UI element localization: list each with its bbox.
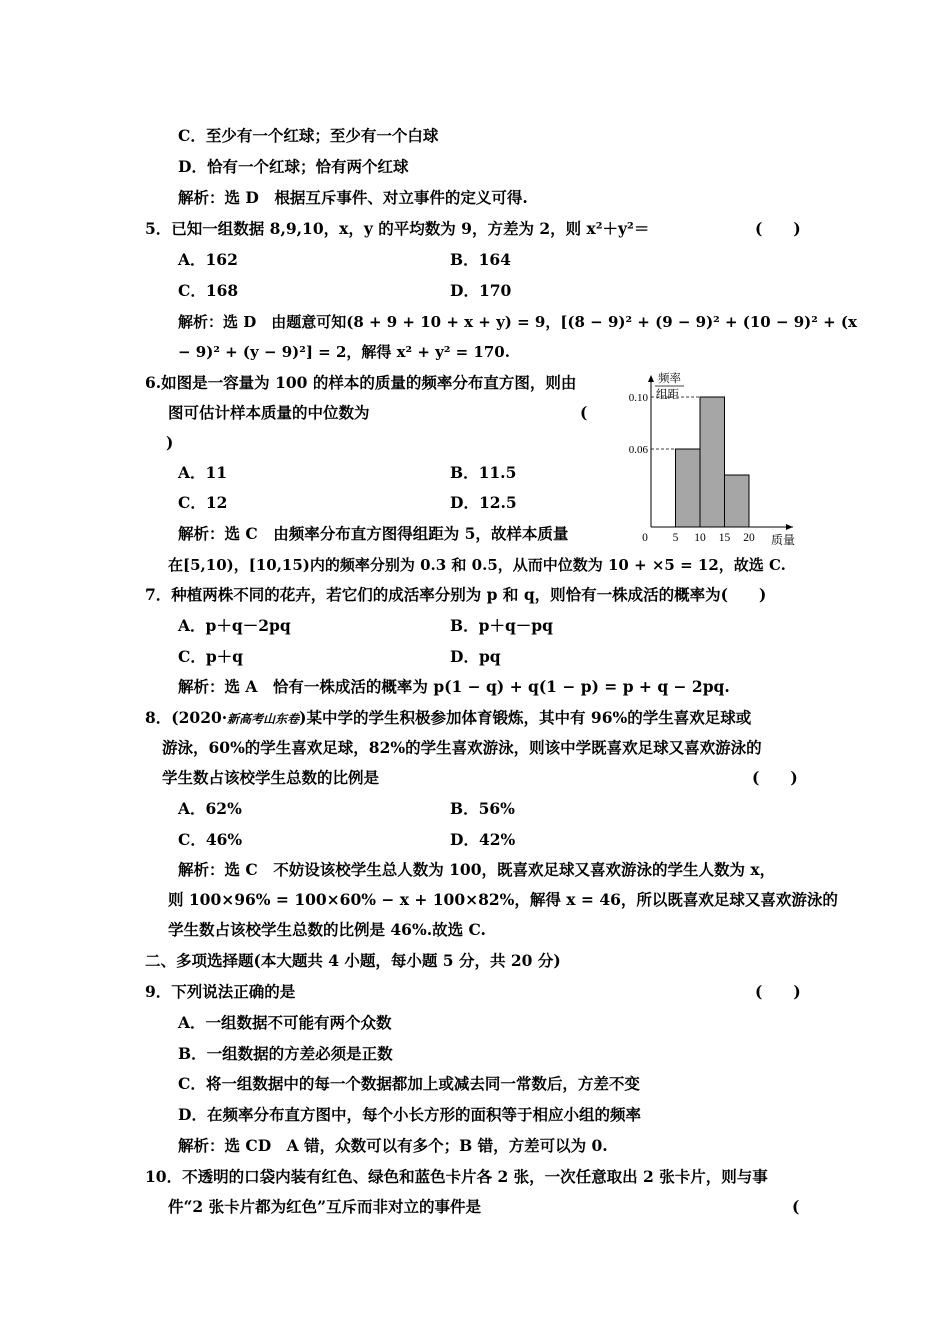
y-tick-label: 0.10 <box>628 392 648 404</box>
y-axis-label-top: 频率 <box>658 373 681 385</box>
q5-option-c: C．168 <box>178 281 239 300</box>
q8-solution-line2: 则 100×96% = 100×60% − x + 100×82%，解得 x = 46，所以既喜欢足球又喜欢游泳的 <box>168 890 838 909</box>
x-tick-label: 20 <box>743 532 755 544</box>
q9-solution: 解析：选 CD A 错，众数可以有多个；B 错，方差可以为 0. <box>178 1136 608 1155</box>
q5-option-d: D．170 <box>450 281 512 300</box>
histogram-bar <box>725 475 750 527</box>
histogram-bar <box>676 449 701 527</box>
q8-prefix: 8．(2020· <box>145 708 228 727</box>
x-tick-label: 5 <box>672 532 679 544</box>
q6-option-b: B．11.5 <box>450 463 517 482</box>
q9-option-b: B．一组数据的方差必须是正数 <box>178 1044 393 1063</box>
q8-solution-line1: 解析：选 C 不妨设该校学生总人数为 100，既喜欢足球又喜欢游泳的学生人数为 x， <box>178 860 776 879</box>
q6-solution-line1: 解析：选 C 由频率分布直方图得组距为 5，故样本质量 <box>178 524 569 543</box>
q6-stem-line1: 6.如图是一容量为 100 的样本的质量的频率分布直方图，则由 <box>145 373 577 392</box>
q7-option-c: C．p＋q <box>178 647 244 666</box>
q6-option-d: D．12.5 <box>450 493 517 512</box>
q8-stem-line3: 学生数占该校学生总数的比例是 <box>162 768 380 787</box>
q7-option-b: B．p＋q－pq <box>450 616 553 635</box>
q6-stem-line2: 图可估计样本质量的中位数为 <box>168 403 370 422</box>
x-tick-label: 15 <box>718 532 731 544</box>
q4-option-d: D．恰有一个红球；恰有两个红球 <box>178 157 409 176</box>
q9-option-d: D．在频率分布直方图中，每个小长方形的面积等于相应小组的频率 <box>178 1105 641 1124</box>
q8-option-c: C．46% <box>178 830 243 849</box>
q8-answer-paren: ( ) <box>752 768 798 787</box>
x-axis-arrow <box>786 524 793 530</box>
q6-paren-open: ( <box>580 403 588 422</box>
y-tick-label: 0.06 <box>628 444 648 456</box>
y-axis-label-bottom: 组距 <box>656 389 679 401</box>
q4-solution-label: 解析： <box>178 188 225 207</box>
q9-option-a: A．一组数据不可能有两个众数 <box>178 1013 392 1032</box>
q8-suffix: )某中学的学生积极参加体育锻炼，其中有 96%的学生喜欢足球或 <box>299 708 752 727</box>
q7-option-d: D．pq <box>450 647 501 666</box>
q8-option-b: B．56% <box>450 799 515 818</box>
q5-solution-line1: 解析：选 D 由题意可知(8 + 9 + 10 + x + y) = 9，[(8 − 9)² + (9 − 9)² + (10 − 9)² + (x <box>178 313 857 331</box>
q6-option-a: A．11 <box>178 463 228 482</box>
x-axis-label: 质量 <box>771 533 796 547</box>
q10-stem-line2: 件“2 张卡片都为红色”互斥而非对立的事件是 <box>168 1197 482 1216</box>
q5-answer-paren: ( ) <box>755 219 801 238</box>
q7-option-a: A．p＋q－2pq <box>178 616 291 635</box>
x-tick-label: 10 <box>694 532 706 544</box>
q4-option-c: C．至少有一个红球；至少有一个白球 <box>178 126 439 145</box>
q5-option-b: B．164 <box>450 250 511 269</box>
y-axis-arrow <box>648 375 654 382</box>
q8-option-a: A．62% <box>178 799 242 818</box>
frequency-histogram <box>615 365 800 547</box>
q10-paren-open: ( <box>792 1197 800 1216</box>
q6-paren-close: ) <box>166 433 174 452</box>
q8-option-d: D．42% <box>450 830 516 849</box>
q8-source-tag: 新高考山东卷 <box>227 712 300 726</box>
q5-solution-line2: − 9)² + (y − 9)²] = 2，解得 x² + y² = 170. <box>178 343 510 361</box>
q10-stem-line1: 10．不透明的口袋内装有红色、绿色和蓝色卡片各 2 张，一次任意取出 2 张卡片，则与事 <box>145 1167 768 1186</box>
x-tick-label: 0 <box>642 532 648 544</box>
q6-option-c: C．12 <box>178 493 228 512</box>
q4-solution <box>178 188 528 208</box>
histogram-bars <box>676 397 750 527</box>
q7-solution: 解析：选 A 恰有一株成活的概率为 p(1 − q) + q(1 − p) = p + q − 2pq. <box>178 677 730 696</box>
q8-solution-line3: 学生数占该校学生总数的比例是 46%.故选 C. <box>168 920 486 939</box>
histogram-bar <box>700 397 725 527</box>
q9-answer-paren: ( ) <box>755 982 801 1001</box>
q8-stem-line1 <box>145 708 751 729</box>
q9-stem: 9．下列说法正确的是 <box>145 982 296 1001</box>
q9-option-c: C．将一组数据中的每一个数据都加上或减去同一常数后，方差不变 <box>178 1074 640 1093</box>
q4-solution-text: 选 D 根据互斥事件、对立事件的定义可得. <box>224 188 528 207</box>
q5-stem: 5．已知一组数据 8,9,10，x，y 的平均数为 9，方差为 2，则 x²＋y²＝ <box>145 219 650 238</box>
q8-stem-line2: 游泳，60%的学生喜欢足球，82%的学生喜欢游泳，则该中学既喜欢足球又喜欢游泳的 <box>162 738 762 757</box>
q6-solution-line2: 在[5,10)，[10,15)内的频率分别为 0.3 和 0.5，从而中位数为 10 + ×5 = 12，故选 C. <box>168 556 786 574</box>
q5-option-a: A．162 <box>178 250 238 269</box>
q7-stem: 7．种植两株不同的花卉，若它们的成活率分别为 p 和 q，则恰有一株成活的概率为( ) <box>145 585 767 604</box>
section-heading: 二、多项选择题(本大题共 4 小题，每小题 5 分，共 20 分) <box>145 951 561 970</box>
